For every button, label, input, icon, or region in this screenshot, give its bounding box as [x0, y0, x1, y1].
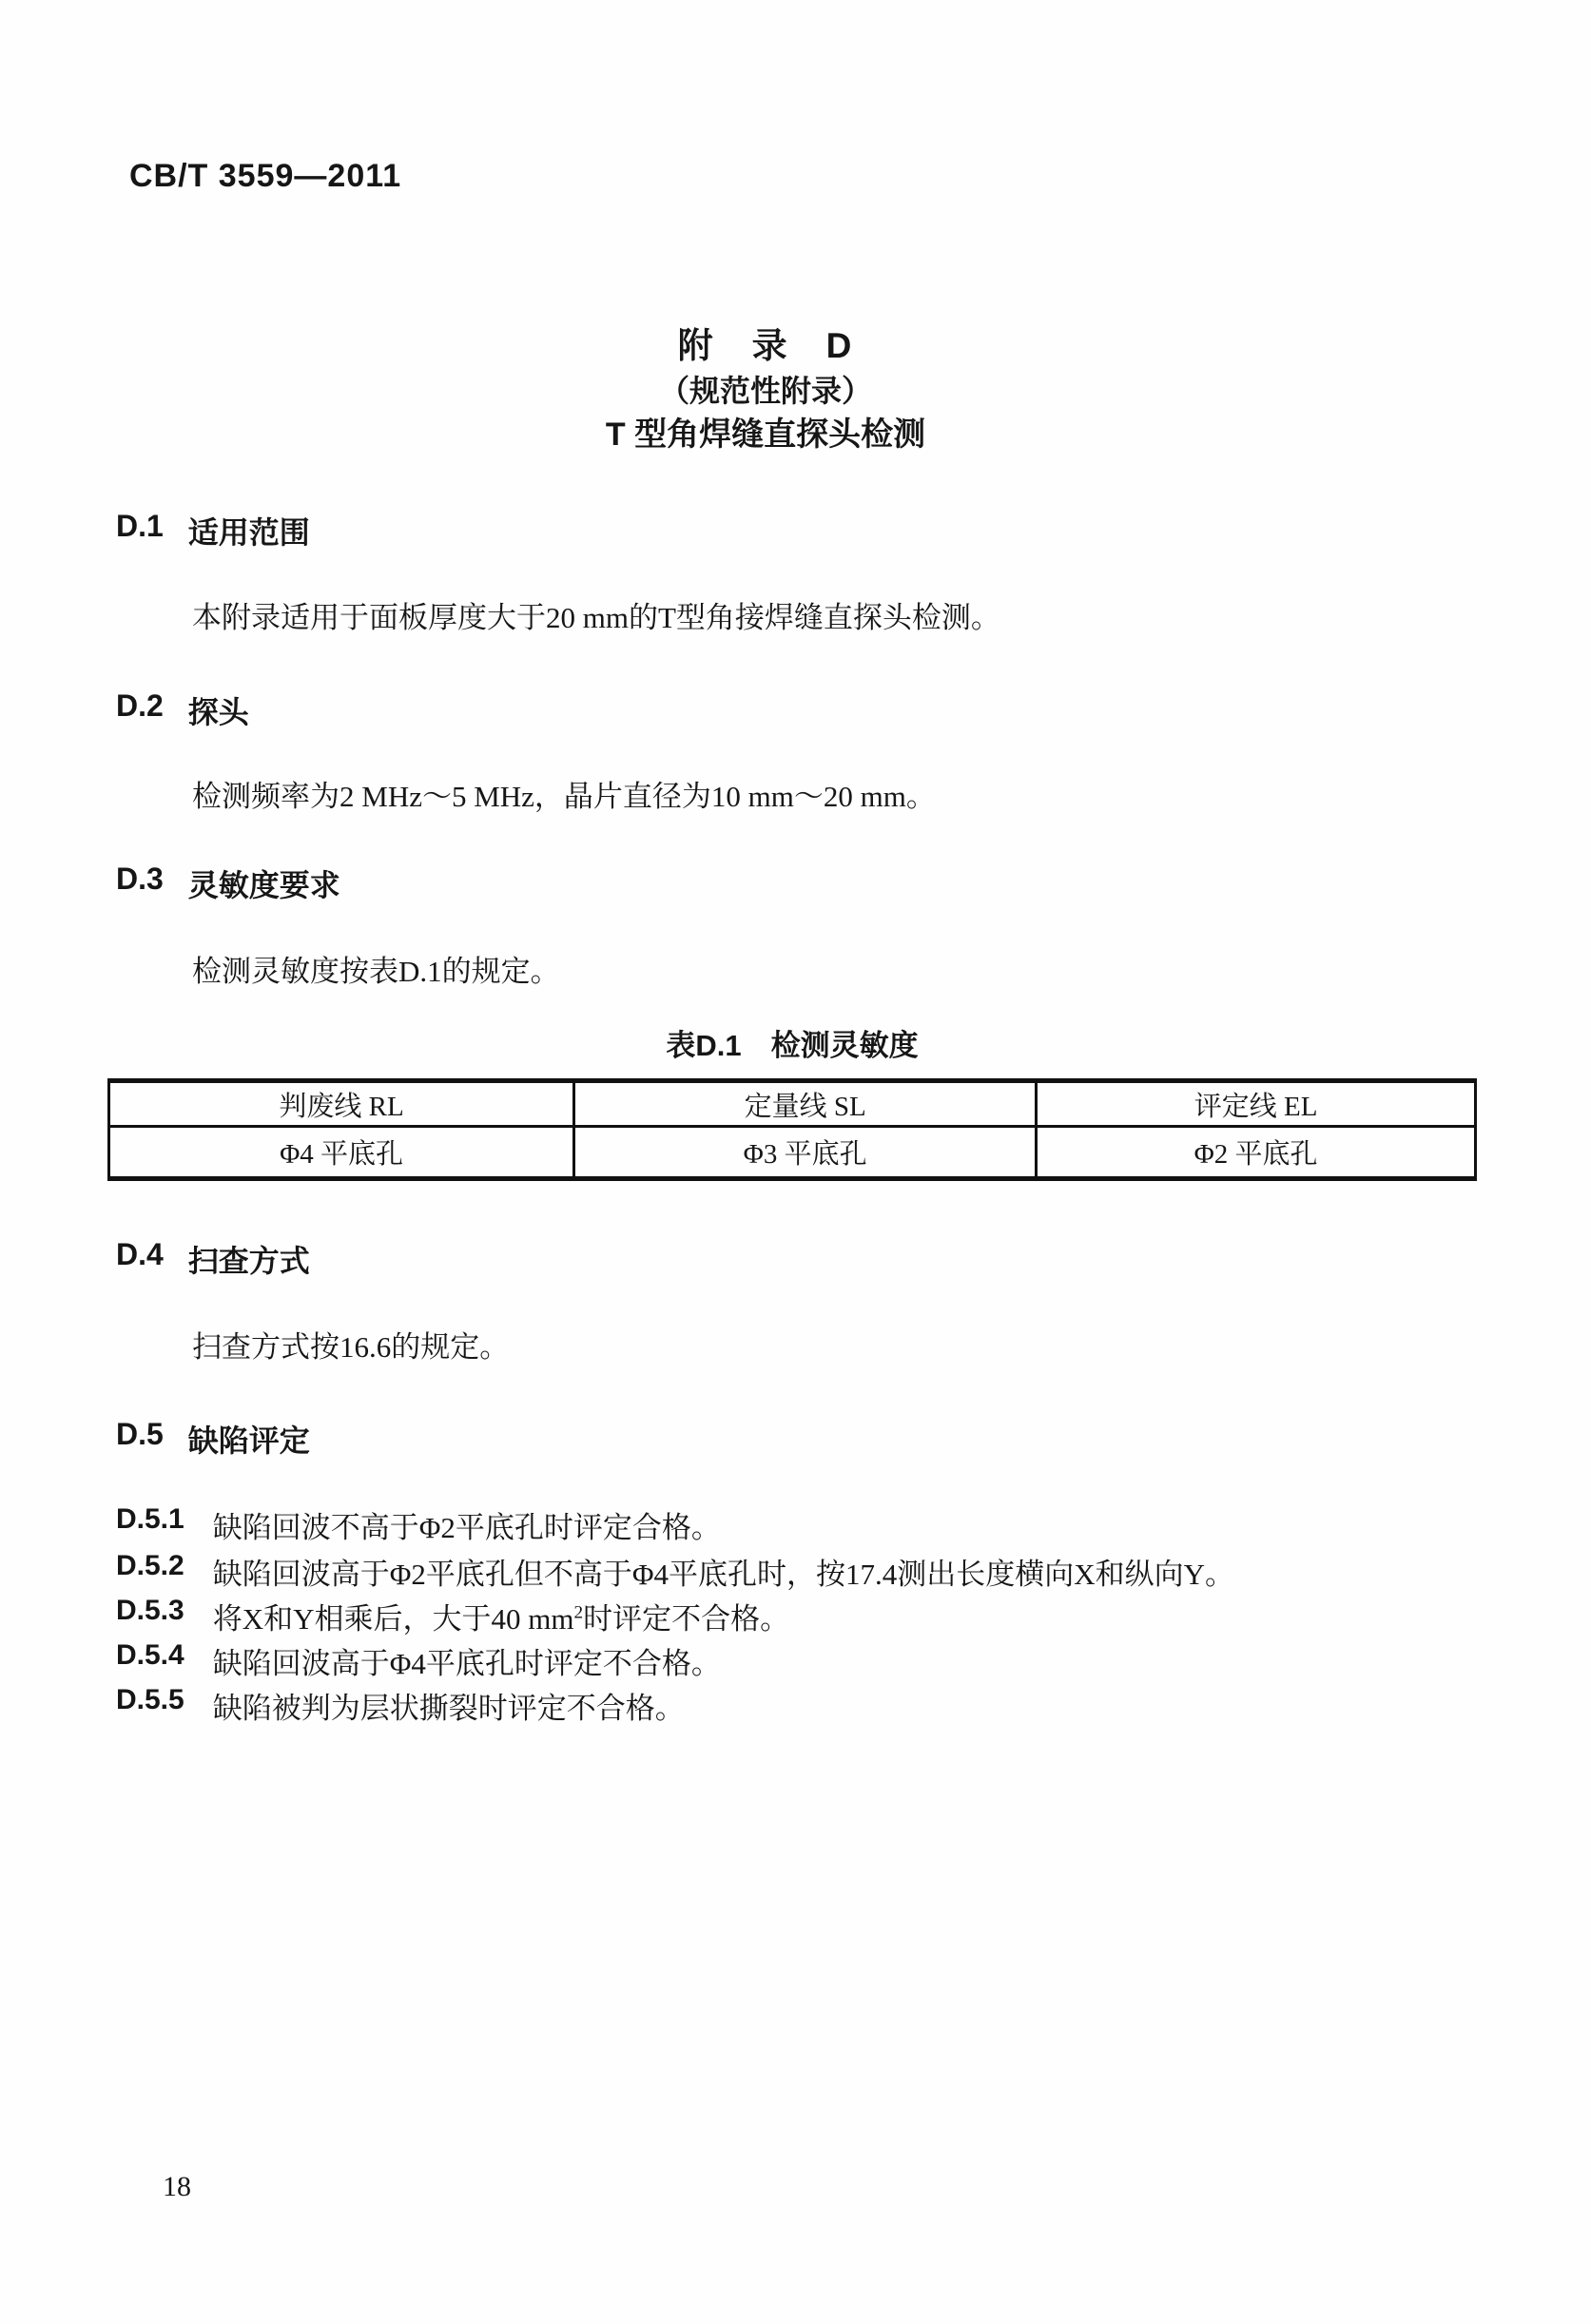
section-number: D.3 — [116, 862, 164, 896]
clause-text: 缺陷被判为层状撕裂时评定不合格。 — [212, 1692, 685, 1725]
table-header-row — [110, 1083, 1474, 1128]
section-title: 适用范围 — [187, 515, 310, 550]
section-heading-d5 — [116, 1417, 310, 1461]
section-title: 扫查方式 — [187, 1244, 310, 1278]
section-number: D.1 — [116, 509, 164, 543]
standard-number-header: CB/T 3559—2011 — [129, 158, 402, 194]
clause-text: 缺陷回波高于Φ2平底孔但不高于Φ4平底孔时，按17.4测出长度横向X和纵向Y。 — [212, 1558, 1235, 1591]
section-number: D.2 — [116, 688, 164, 723]
clause-d5-2 — [116, 1550, 1234, 1593]
table-header-cell: 定量线 SL — [572, 1083, 1035, 1128]
clause-number: D.5.2 — [116, 1550, 184, 1581]
section-body-d2: 检测频率为2 MHz～5 MHz，晶片直径为10 mm～20 mm。 — [192, 780, 936, 813]
clause-d5-3 — [116, 1595, 789, 1637]
section-body-d1: 本附录适用于面板厚度大于20 mm的T型角接焊缝直探头检测。 — [192, 601, 1000, 634]
table-header-cell: 评定线 EL — [1035, 1083, 1474, 1128]
section-title: 缺陷评定 — [187, 1423, 310, 1458]
section-heading-d2 — [116, 688, 249, 732]
section-heading-d3 — [116, 862, 340, 905]
clause-d5-1 — [116, 1503, 721, 1546]
page-number: 18 — [163, 2171, 191, 2202]
appendix-name: T 型角焊缝直探头检测 — [605, 416, 926, 453]
table-data-cell: Φ2 平底孔 — [1035, 1128, 1474, 1176]
appendix-title: 附 录 D — [677, 326, 854, 365]
clause-number: D.5.5 — [116, 1684, 184, 1715]
table-header-cell: 判废线 RL — [110, 1083, 572, 1128]
table-caption: 表D.1 检测灵敏度 — [666, 1029, 919, 1062]
section-title: 灵敏度要求 — [187, 868, 340, 902]
section-body-d4: 扫查方式按16.6的规定。 — [192, 1330, 510, 1364]
table-data-cell: Φ4 平底孔 — [280, 1139, 404, 1170]
clause-number: D.5.1 — [116, 1503, 184, 1535]
clause-text: 将X和Y相乘后，大于40 $mm^2$时评定不合格。 — [212, 1602, 790, 1636]
table-row — [110, 1128, 1474, 1176]
clause-number: D.5.4 — [116, 1639, 184, 1671]
section-number: D.5 — [116, 1417, 164, 1451]
clause-d5-5 — [116, 1684, 685, 1727]
table-data-cell: Φ3 平底孔 — [572, 1128, 1035, 1176]
section-heading-d4 — [116, 1237, 310, 1281]
clause-number: D.5.3 — [116, 1595, 184, 1626]
sensitivity-table — [107, 1078, 1477, 1181]
clause-text: 缺陷回波高于Φ4平底孔时评定不合格。 — [212, 1647, 721, 1680]
section-heading-d1 — [116, 509, 310, 552]
clause-text: 缺陷回波不高于Φ2平底孔时评定合格。 — [212, 1511, 721, 1544]
clause-d5-4 — [116, 1639, 721, 1682]
appendix-title-block — [81, 323, 1450, 456]
appendix-subtitle: （规范性附录） — [658, 374, 872, 408]
section-number: D.4 — [116, 1237, 164, 1271]
section-title: 探头 — [187, 695, 249, 729]
section-body-d3: 检测灵敏度按表D.1的规定。 — [192, 955, 560, 988]
